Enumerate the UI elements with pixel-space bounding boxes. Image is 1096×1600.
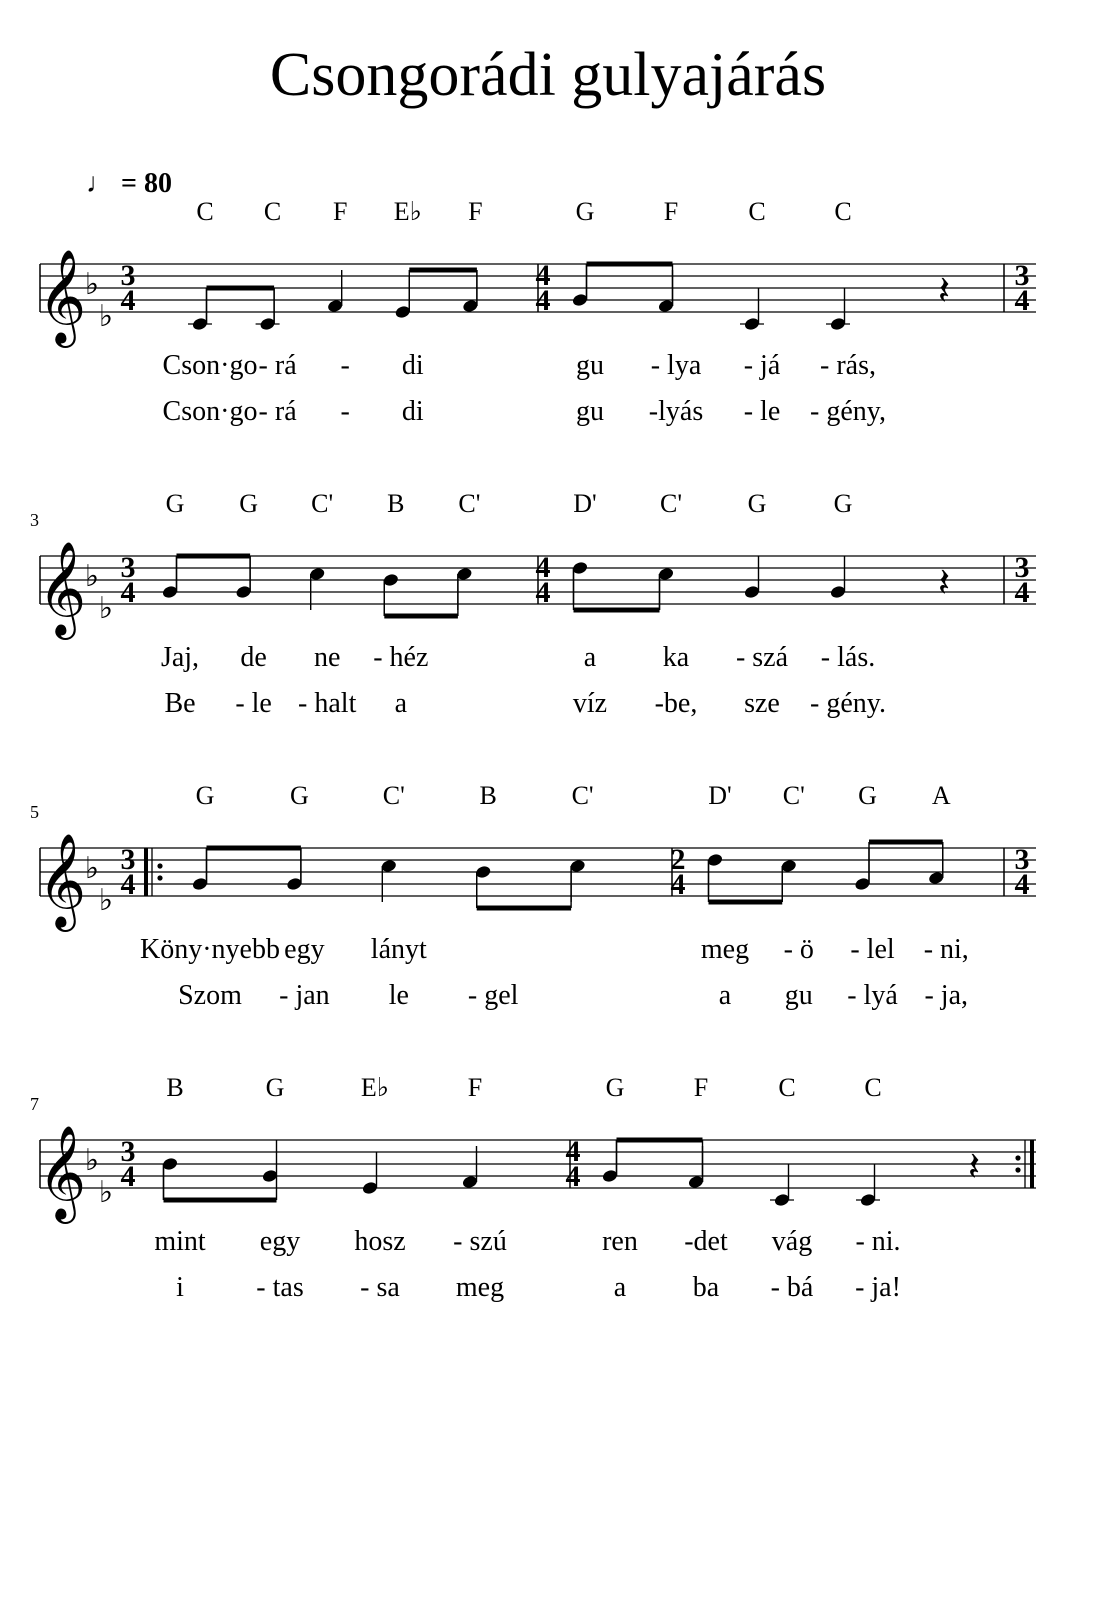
measure-number: 3	[30, 510, 39, 530]
chord-symbol: B	[479, 781, 497, 810]
lyric-verse-1: - lya	[650, 350, 702, 381]
lyric-verse-2: - le	[235, 688, 272, 719]
chord-symbol: C'	[458, 489, 481, 518]
lyric-verse-1: ka	[662, 642, 690, 673]
chord-symbol: B	[166, 1073, 184, 1102]
lyric-verse-2: -lyás	[648, 396, 704, 427]
lyric-verse-2: gu	[784, 980, 813, 1011]
treble-clef-icon: 𝄞	[37, 1127, 87, 1218]
flat-icon: ♭	[98, 592, 114, 625]
chord-symbol: E♭	[393, 197, 422, 226]
repeat-dot	[157, 863, 162, 868]
lyric-verse-1: gu	[576, 350, 604, 381]
lyric-verse-1: - rás,	[820, 350, 876, 381]
lyric-verse-2: - sa	[360, 1272, 400, 1303]
lyric-verse-2: gu	[576, 396, 604, 427]
lyric-verse-2: Be	[164, 688, 196, 719]
quarter-rest-icon: 𝄽	[937, 268, 951, 313]
lyric-verse-1: -	[340, 350, 350, 381]
lyric-verse-1: lányt	[370, 934, 427, 965]
lyric-verse-1: egy	[284, 934, 325, 965]
lyric-verse-1: ren	[602, 1226, 638, 1257]
lyric-verse-2: - le	[743, 396, 781, 427]
lyric-verse-2: - jan	[279, 980, 330, 1011]
lyric-verse-2: le	[388, 980, 409, 1011]
repeat-dot	[157, 875, 162, 880]
staff-system	[40, 1140, 1036, 1207]
lyric-verse-1: ne	[313, 642, 341, 673]
chord-symbol: C'	[571, 781, 594, 810]
quarter-rest-icon: 𝄽	[937, 560, 951, 605]
lyric-verse-1: hosz	[354, 1226, 406, 1257]
flat-icon: ♭	[84, 560, 100, 593]
chord-symbol: C	[864, 1073, 882, 1102]
lyric-verse-2: - gel	[467, 980, 519, 1011]
time-signature-denominator: 4	[670, 868, 686, 901]
lyric-verse-1: - já	[743, 350, 781, 381]
lyric-verse-1: meg	[700, 934, 750, 965]
lyric-verse-1: -det	[684, 1226, 728, 1257]
chord-symbol: G	[239, 489, 258, 518]
time-signature-denominator: 4	[535, 576, 551, 609]
lyric-verse-1: Köny·nyebb	[140, 934, 280, 965]
time-signature-numerator: 4	[565, 1135, 581, 1168]
treble-clef-icon: 𝄞	[37, 835, 87, 926]
treble-clef-icon: 𝄞	[37, 543, 87, 634]
chord-symbol: F	[663, 197, 679, 226]
lyric-verse-1: de	[240, 642, 267, 673]
lyric-verse-2: ba	[692, 1272, 720, 1303]
lyric-verse-2: - halt	[298, 688, 357, 719]
chord-symbol: C	[778, 1073, 796, 1102]
lyric-verse-2: - ja,	[924, 980, 969, 1011]
courtesy-time-signature: 4	[1014, 868, 1030, 901]
chord-symbol: D'	[708, 781, 732, 810]
chord-symbol: C	[196, 197, 214, 226]
chord-symbol: G	[290, 781, 309, 810]
lyric-verse-2: i	[176, 1272, 184, 1303]
lyric-verse-2: -be,	[654, 688, 698, 719]
lyric-verse-2: - rá	[258, 396, 297, 427]
chord-symbol: C	[263, 197, 282, 226]
lyric-verse-2: - gény.	[810, 688, 886, 719]
lyric-verse-2: sze	[744, 688, 780, 719]
time-signature-denominator: 4	[120, 868, 136, 901]
chord-symbol: C	[748, 197, 766, 226]
quarter-rest-icon: 𝄽	[967, 1144, 981, 1189]
lyric-verse-1: Cson·go	[162, 350, 258, 381]
flat-icon: ♭	[98, 300, 114, 333]
lyric-verse-2: - lyá	[847, 980, 898, 1011]
lyric-verse-1: - lel	[850, 934, 895, 965]
lyric-verse-1: Jaj,	[160, 642, 200, 673]
lyric-verse-1: egy	[259, 1226, 301, 1257]
courtesy-time-signature: 3	[1014, 843, 1030, 876]
lyric-verse-1: vág	[771, 1226, 813, 1257]
chord-symbol: B	[387, 489, 405, 518]
measure-number: 5	[30, 802, 39, 822]
lyric-verse-2: a	[613, 1272, 627, 1303]
lyric-verse-1: di	[401, 350, 424, 381]
chord-symbol: C	[834, 197, 852, 226]
lyric-verse-2: meg	[455, 1272, 505, 1303]
lyric-verse-1: - rá	[258, 350, 297, 381]
lyric-verse-2: Szom	[178, 980, 242, 1011]
chord-symbol: G	[747, 489, 767, 518]
time-signature-numerator: 3	[120, 843, 136, 876]
time-signature-denominator: 4	[120, 1160, 136, 1193]
time-signature-numerator: 2	[670, 843, 686, 876]
chord-symbol: C'	[311, 489, 334, 518]
lyric-verse-1: - lás.	[820, 642, 876, 673]
courtesy-time-signature: 3	[1014, 551, 1030, 584]
chord-symbol: E♭	[360, 1073, 390, 1102]
time-signature-numerator: 4	[535, 551, 551, 584]
courtesy-time-signature: 3	[1014, 259, 1030, 292]
flat-icon: ♭	[84, 852, 100, 885]
chord-symbol: C'	[782, 781, 805, 810]
flat-icon: ♭	[84, 268, 100, 301]
chord-symbol: F	[467, 1073, 483, 1102]
lyric-verse-2: - ja!	[855, 1272, 901, 1303]
chord-symbol: G	[195, 781, 215, 810]
lyric-verse-2: - tas	[256, 1272, 304, 1303]
chord-symbol: G	[858, 781, 877, 810]
chord-symbol: G	[575, 197, 595, 226]
repeat-dot	[1015, 1167, 1020, 1172]
lyric-verse-1: - szá	[735, 642, 789, 673]
lyric-verse-1: - héz	[373, 642, 429, 673]
chord-symbol: A	[931, 781, 951, 810]
time-signature-numerator: 3	[120, 1135, 136, 1168]
lyric-verse-1: - ö	[783, 934, 814, 965]
staff-system	[40, 842, 1036, 908]
chord-symbol: G	[265, 1073, 285, 1102]
treble-clef-icon: 𝄞	[37, 251, 87, 342]
lyric-verse-2: di	[401, 396, 424, 427]
lyric-verse-2: a	[394, 688, 408, 719]
lyric-verse-2: - gény,	[810, 396, 886, 427]
lyric-verse-1: - szú	[453, 1226, 507, 1257]
time-signature-numerator: 3	[120, 551, 136, 584]
flat-icon: ♭	[98, 884, 114, 917]
lyric-verse-2: -	[340, 396, 350, 427]
courtesy-time-signature: 4	[1014, 284, 1030, 317]
lyric-verse-1: - ni.	[855, 1226, 901, 1257]
chord-symbol: F	[468, 197, 483, 226]
chord-symbol: C'	[382, 781, 405, 810]
flat-icon: ♭	[84, 1144, 100, 1177]
tempo-marking: ♩ = 80	[86, 168, 172, 199]
time-signature-numerator: 3	[120, 259, 136, 292]
chord-symbol: G	[605, 1073, 625, 1102]
measure-number: 7	[30, 1094, 39, 1114]
time-signature-denominator: 4	[535, 284, 551, 317]
chord-symbol: C'	[659, 489, 683, 518]
lyric-verse-1: a	[583, 642, 597, 673]
song-title: Csongorádi gulyajárás	[269, 41, 827, 109]
time-signature-denominator: 4	[120, 576, 136, 609]
repeat-dot	[1015, 1155, 1020, 1160]
chord-symbol: G	[165, 489, 185, 518]
lyric-verse-1: mint	[154, 1226, 206, 1257]
courtesy-time-signature: 4	[1014, 576, 1030, 609]
chord-symbol: F	[693, 1073, 709, 1102]
flat-icon: ♭	[98, 1176, 114, 1209]
chord-symbol: D'	[573, 489, 597, 518]
time-signature-denominator: 4	[120, 284, 136, 317]
time-signature-denominator: 4	[565, 1160, 581, 1193]
lyric-verse-2: Cson·go	[162, 396, 258, 427]
lyric-verse-1: - ni,	[923, 934, 969, 965]
chord-symbol: F	[332, 197, 348, 226]
lyric-verse-2: - bá	[770, 1272, 814, 1303]
chord-symbol: G	[833, 489, 853, 518]
lyric-verse-2: a	[718, 980, 732, 1011]
lyric-verse-2: víz	[572, 688, 608, 719]
time-signature-numerator: 4	[535, 259, 551, 292]
